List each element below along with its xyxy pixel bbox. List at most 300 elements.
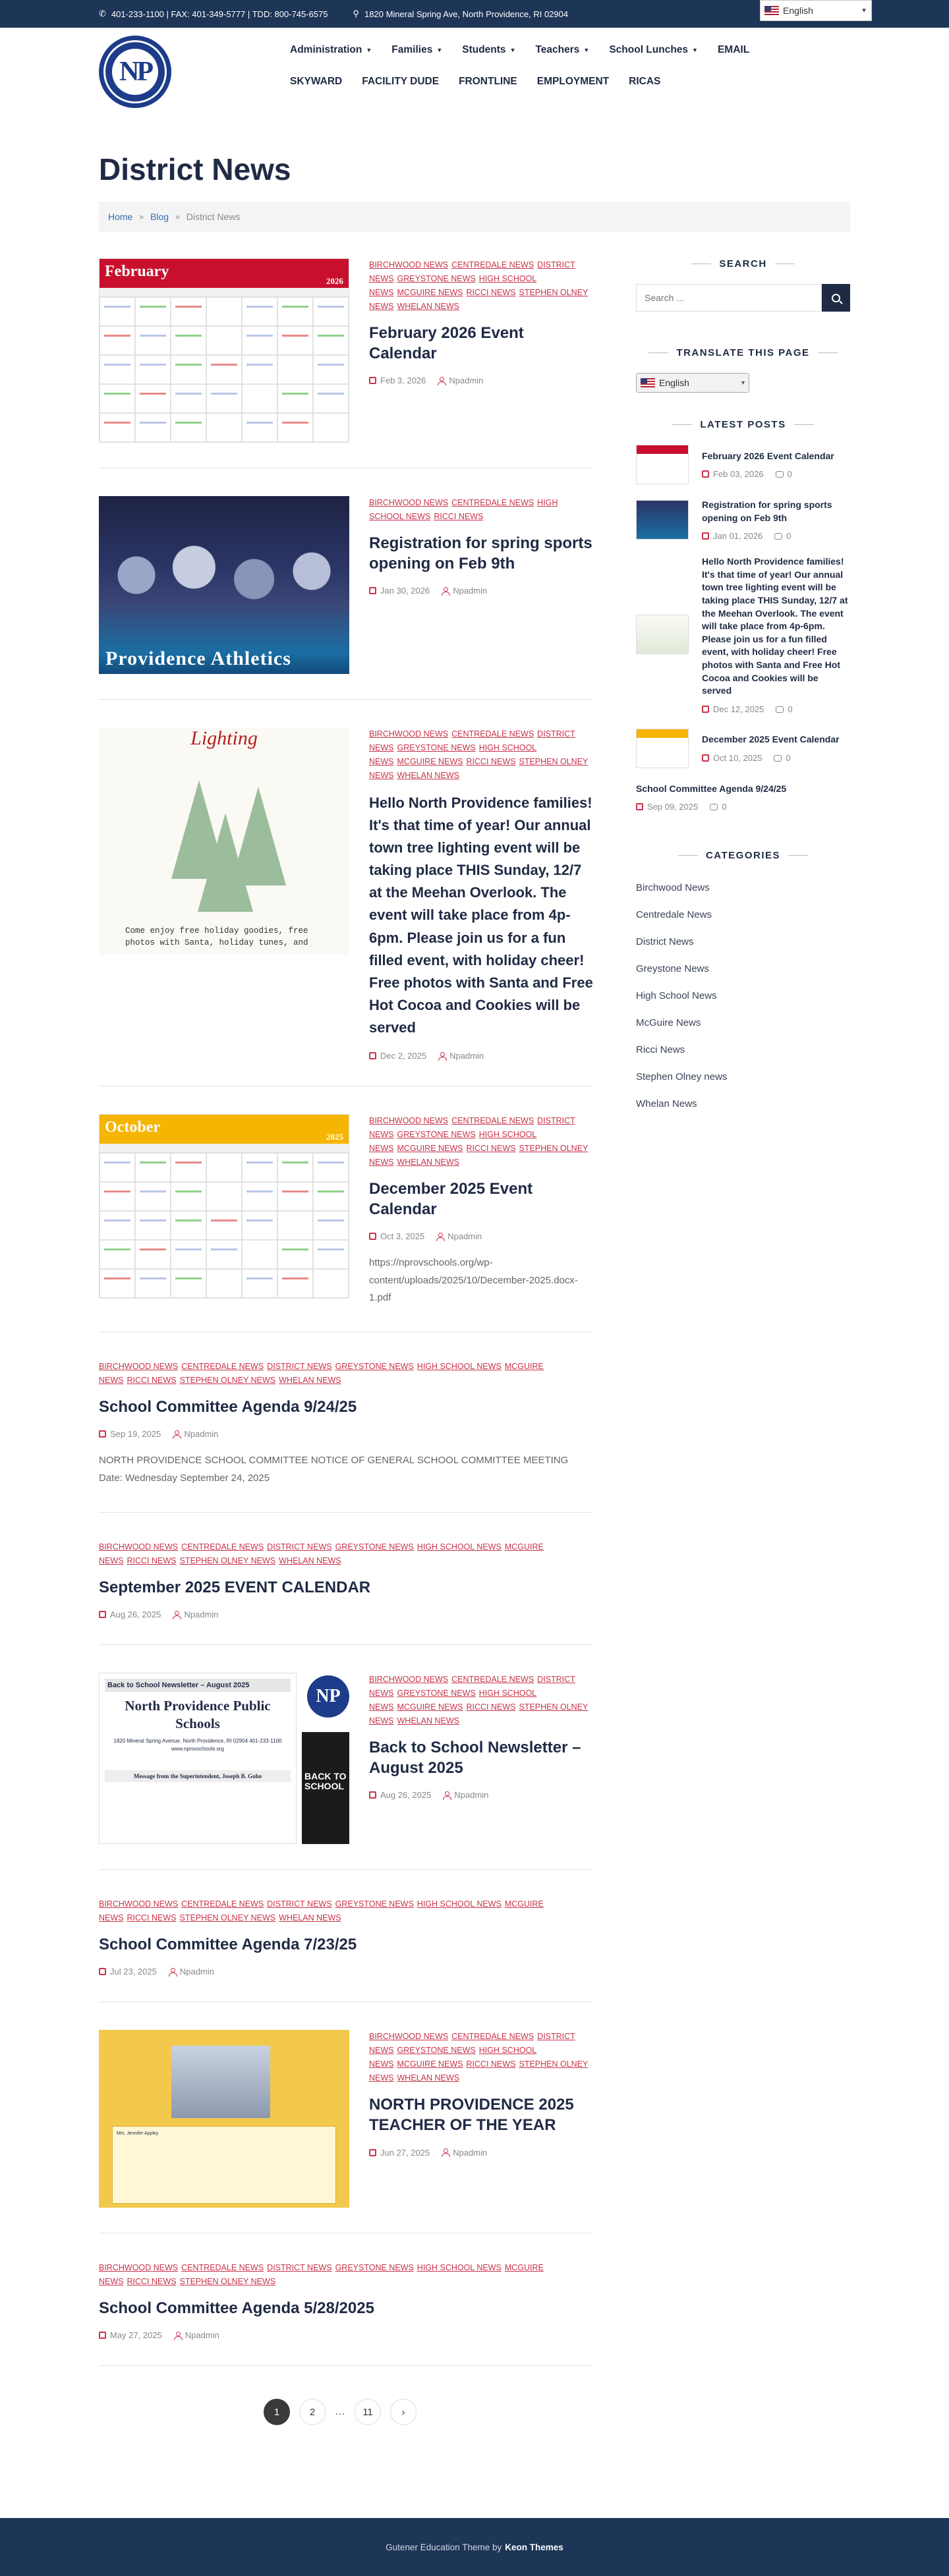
category-link[interactable]: HIGH SCHOOL NEWS [417, 1542, 502, 1552]
calendar-icon [636, 803, 643, 810]
latest-post-title[interactable]: School Committee Agenda 9/24/25 [636, 783, 787, 794]
tree-lighting-word: Lighting [190, 727, 258, 749]
post-date [99, 1610, 161, 1619]
latest-post-comments[interactable]: 0 [774, 753, 790, 763]
pagination-page[interactable]: 2 [299, 2399, 326, 2425]
category-link[interactable]: GREYSTONE NEWS [335, 1362, 414, 1372]
category-link[interactable]: WHELAN NEWS [279, 1376, 341, 1386]
teacher-name: Mrs. Jennifer Appley [117, 2131, 159, 2137]
calendar-day-cell [242, 1182, 277, 1211]
user-icon [443, 1791, 450, 1799]
category-link[interactable]: DISTRICT NEWS [267, 1899, 332, 1909]
category-link[interactable]: HIGH SCHOOL NEWS [417, 1362, 502, 1372]
calendar-day-cell [171, 1240, 206, 1269]
category-link[interactable]: CENTREDALE NEWS [451, 1116, 534, 1126]
post-author[interactable] [438, 376, 483, 385]
nav-item[interactable]: FACILITY DUDE [362, 76, 440, 87]
latest-post-info [702, 733, 840, 763]
category-link[interactable]: RICCI NEWS [434, 512, 484, 521]
category-link[interactable]: MCGUIRE NEWS [397, 1702, 463, 1712]
calendar-day-cell [277, 413, 313, 442]
post-body [369, 496, 593, 674]
calendar-grid [100, 1153, 349, 1298]
calendar-thumbnail[interactable] [99, 1114, 349, 1299]
teacher-card [112, 2126, 336, 2204]
latest-post-comments[interactable]: 0 [774, 531, 791, 541]
category-link[interactable]: GREYSTONE NEWS [397, 743, 476, 752]
post-meta [99, 1429, 593, 1439]
calendar-day-cell [171, 297, 206, 326]
post-meta [369, 586, 593, 596]
calendar-weekday-row [100, 1144, 349, 1153]
calendar-day-cell [206, 297, 242, 326]
calendar-day-cell [313, 1182, 349, 1211]
site-footer: Gutener Education Theme by Keon Themes [0, 2518, 949, 2576]
category-link[interactable]: MCGUIRE NEWS [99, 1542, 544, 1565]
calendar-day-cell [277, 326, 313, 355]
post-categories [99, 2261, 593, 2289]
latest-post-title[interactable]: December 2025 Event Calendar [702, 734, 840, 745]
post-title[interactable]: School Committee Agenda 7/23/25 [99, 1936, 357, 1954]
category-link[interactable]: CENTREDALE NEWS [451, 2032, 534, 2042]
category-item[interactable]: Whelan News [636, 1098, 697, 1110]
category-link[interactable]: CENTREDALE NEWS [181, 1899, 264, 1909]
calendar-day-cell [171, 1153, 206, 1182]
category-link[interactable]: MCGUIRE NEWS [99, 1362, 544, 1386]
post-title[interactable]: Registration for spring sports opening on Feb 9th [369, 534, 592, 573]
category-link[interactable]: GREYSTONE NEWS [335, 1899, 414, 1909]
nav-item[interactable] [290, 44, 372, 56]
post-title[interactable]: School Committee Agenda 5/28/2025 [99, 2299, 374, 2318]
post-card [99, 258, 593, 468]
category-item[interactable]: Ricci News [636, 1044, 685, 1056]
newsletter-image [99, 1673, 349, 1844]
category-link[interactable]: STEPHEN OLNEY NEWS [179, 2277, 276, 2287]
post-title[interactable]: February 2026 Event Calendar [369, 324, 524, 363]
post-meta [369, 1051, 593, 1061]
nav-item[interactable] [609, 44, 698, 56]
calendar-icon [702, 532, 709, 540]
comment-icon [776, 706, 784, 713]
category-link[interactable]: DISTRICT NEWS [369, 2032, 575, 2056]
district-logo[interactable]: NP [99, 36, 171, 108]
category-link[interactable]: RICCI NEWS [466, 288, 516, 297]
post-categories [99, 1360, 593, 1387]
category-link[interactable]: RICCI NEWS [466, 2059, 516, 2069]
category-link[interactable]: STEPHEN OLNEY NEWS [369, 757, 589, 780]
nav-item[interactable]: RICAS [629, 76, 661, 87]
latest-post-meta [702, 704, 850, 714]
post-date-text: Aug 26, 2025 [380, 1790, 432, 1801]
categories-list [636, 874, 850, 1117]
nav-item-label: School Lunches [609, 44, 689, 55]
post-categories [369, 1114, 593, 1169]
category-link[interactable]: BIRCHWOOD NEWS [369, 498, 449, 507]
category-link[interactable]: WHELAN NEWS [397, 2073, 459, 2083]
calendar-day-cell [100, 326, 135, 355]
latest-post-info [702, 499, 850, 541]
nav-row-primary [290, 34, 850, 66]
nav-item[interactable]: EMPLOYMENT [536, 76, 610, 87]
category-link[interactable]: DISTRICT NEWS [369, 1116, 575, 1140]
category-item[interactable]: District News [636, 936, 694, 948]
category-link[interactable]: CENTREDALE NEWS [181, 1362, 264, 1372]
post-card [99, 1897, 593, 2002]
post-excerpt: https://nprovschools.org/wp-content/uploads/2025/10/December-2025.docx-1.pdf [369, 1257, 578, 1303]
post-title[interactable]: NORTH PROVIDENCE 2025 TEACHER OF THE YEAR [369, 2096, 574, 2135]
post-author-text: Npadmin [453, 586, 488, 596]
double-chevron-icon: » [175, 212, 180, 221]
categories-title: CATEGORIES [636, 850, 850, 861]
category-link[interactable]: BIRCHWOOD NEWS [99, 2263, 179, 2273]
next-page-icon[interactable]: › [390, 2399, 417, 2425]
category-link[interactable]: STEPHEN OLNEY NEWS [369, 288, 589, 311]
calendar-day-cell [171, 1211, 206, 1240]
category-link[interactable]: MCGUIRE NEWS [99, 2263, 544, 2287]
post-author[interactable] [436, 1231, 482, 1241]
post-body [99, 1540, 593, 1619]
post-author[interactable] [438, 1051, 484, 1061]
category-link[interactable]: MCGUIRE NEWS [397, 757, 463, 766]
post-card [99, 1673, 593, 1870]
category-link[interactable]: DISTRICT NEWS [267, 2263, 332, 2273]
post-body [99, 2261, 593, 2340]
category-item[interactable]: Centredale News [636, 909, 712, 921]
category-link[interactable]: STEPHEN OLNEY NEWS [369, 1702, 589, 1726]
category-link[interactable]: WHELAN NEWS [279, 1555, 341, 1565]
nav-item-label: EMAIL [717, 44, 750, 55]
calendar-day-cell [277, 1211, 313, 1240]
post-author-text: Npadmin [184, 1429, 219, 1440]
user-icon [442, 587, 449, 595]
latest-post-info [702, 555, 850, 714]
nav-row-secondary [290, 66, 850, 98]
breadcrumb [99, 202, 850, 232]
post-thumbnail[interactable] [99, 1114, 349, 1306]
category-link[interactable]: HIGH SCHOOL NEWS [369, 1130, 537, 1154]
post-title[interactable]: School Committee Agenda 9/24/25 [99, 1398, 357, 1416]
category-link[interactable]: DISTRICT NEWS [369, 729, 575, 752]
calendar-day-cell [135, 413, 171, 442]
latest-post-date: Oct 10, 2025 [702, 753, 762, 763]
post-author[interactable] [174, 2330, 219, 2340]
category-link[interactable]: GREYSTONE NEWS [335, 2263, 414, 2273]
post-thumbnail[interactable] [99, 2030, 349, 2208]
teacher-image [99, 2030, 349, 2208]
category-link[interactable]: HIGH SCHOOL NEWS [369, 2046, 537, 2069]
comment-icon [774, 533, 782, 540]
post-date [369, 1051, 426, 1061]
category-item[interactable]: High School News [636, 990, 717, 1002]
latest-post-title[interactable]: Registration for spring sports opening on Feb 9th [702, 499, 832, 523]
content-area [99, 258, 850, 2425]
user-icon [442, 2148, 449, 2156]
category-item[interactable]: Birchwood News [636, 882, 710, 894]
category-link[interactable]: HIGH SCHOOL NEWS [369, 1689, 537, 1712]
calendar-day-cell [277, 355, 313, 384]
category-link[interactable]: DISTRICT NEWS [369, 260, 575, 283]
calendar-day-cell [277, 384, 313, 413]
category-link[interactable]: MCGUIRE NEWS [397, 2059, 463, 2069]
us-flag-icon [764, 6, 779, 15]
calendar-month: February [105, 263, 169, 280]
category-link[interactable]: GREYSTONE NEWS [397, 1130, 476, 1140]
calendar-day-cell [135, 355, 171, 384]
post-thumbnail[interactable] [99, 258, 349, 443]
category-link[interactable]: WHELAN NEWS [397, 1158, 459, 1167]
main-nav [290, 34, 850, 98]
latest-post-item[interactable] [636, 555, 850, 714]
post-author[interactable] [442, 2148, 487, 2158]
post-thumbnail[interactable] [99, 727, 349, 1061]
post-card [99, 1360, 593, 1513]
post-body [369, 727, 593, 1061]
calendar-day-cell [277, 1153, 313, 1182]
category-link[interactable]: BIRCHWOOD NEWS [99, 1362, 179, 1372]
category-link[interactable]: BIRCHWOOD NEWS [369, 1116, 449, 1126]
post-meta [369, 1231, 593, 1241]
calendar-day-cell [171, 384, 206, 413]
nav-item[interactable]: FRONTLINE [459, 76, 517, 87]
newsletter-school: North Providence Public Schools [125, 1698, 271, 1732]
latest-post-comments[interactable]: 0 [776, 704, 792, 714]
post-date [369, 376, 426, 385]
category-link[interactable]: BIRCHWOOD NEWS [99, 1542, 179, 1552]
latest-post-item[interactable] [636, 499, 850, 541]
category-link[interactable]: CENTREDALE NEWS [451, 729, 534, 739]
nav-item[interactable] [718, 44, 749, 56]
latest-post-thumbnail[interactable] [636, 615, 689, 654]
latest-post-comments[interactable]: 0 [776, 469, 792, 479]
calendar-icon [369, 1791, 376, 1799]
calendar-day-cell [277, 1240, 313, 1269]
category-link[interactable]: CENTREDALE NEWS [181, 2263, 264, 2273]
category-link[interactable]: RICCI NEWS [127, 1913, 177, 1923]
post-date-text: Jun 27, 2025 [380, 2147, 430, 2158]
calendar-day-cell [100, 413, 135, 442]
category-link[interactable]: GREYSTONE NEWS [397, 2046, 476, 2056]
latest-post-item[interactable] [636, 783, 850, 812]
category-link[interactable]: WHELAN NEWS [397, 1716, 459, 1726]
latest-post-item[interactable] [636, 445, 850, 484]
sidebar [636, 258, 850, 2425]
post-title[interactable]: December 2025 Event Calendar [369, 1180, 533, 1219]
category-link[interactable]: HIGH SCHOOL NEWS [369, 274, 537, 297]
caret-down-icon: ▼ [509, 47, 516, 53]
calendar-day-cell [135, 384, 171, 413]
pagination [264, 2399, 593, 2425]
category-link[interactable]: HIGH SCHOOL NEWS [417, 1899, 502, 1909]
calendar-day-cell [313, 1240, 349, 1269]
user-icon [169, 1968, 176, 1976]
language-select[interactable]: English ▼ [760, 0, 872, 21]
category-link[interactable]: DISTRICT NEWS [267, 1362, 332, 1372]
category-link[interactable]: HIGH SCHOOL NEWS [369, 743, 537, 766]
search-form [636, 284, 850, 312]
calendar-day-cell [100, 355, 135, 384]
breadcrumb-home[interactable]: Home [108, 211, 133, 222]
category-link[interactable]: RICCI NEWS [127, 1376, 177, 1386]
latest-post-title[interactable]: Hello North Providence families! It's that time of year! Our annual town tree lighting event will be taking place THIS Sunday, 12/7 at the Meehan Overlook. The event will take place from 4p-6pm. Please join us for a fun filled event, with holiday cheer! Free photos with Santa and Free Hot Cocoa and Cookies will be served [702, 556, 848, 696]
pagination-page[interactable]: 11 [355, 2399, 381, 2425]
newsletter-address: 1820 Mineral Spring Avenue, North Providence, RI 02904 401-233-1100 www.nprovschools.org [113, 1737, 282, 1752]
category-link[interactable]: RICCI NEWS [127, 1555, 177, 1565]
sports-image [99, 496, 349, 674]
nav-item[interactable] [535, 44, 589, 56]
latest-post-thumbnail[interactable] [636, 500, 689, 540]
category-link[interactable]: HIGH SCHOOL NEWS [417, 2263, 502, 2273]
nav-item[interactable] [391, 44, 442, 56]
post-author[interactable] [173, 1610, 218, 1619]
category-item[interactable]: McGuire News [636, 1017, 701, 1029]
category-link[interactable]: DISTRICT NEWS [369, 1675, 575, 1698]
post-title[interactable]: Back to School Newsletter – August 2025 [369, 1739, 581, 1778]
post-title[interactable]: September 2025 EVENT CALENDAR [99, 1578, 371, 1596]
category-link[interactable]: WHELAN NEWS [397, 302, 459, 311]
category-link[interactable]: RICCI NEWS [466, 757, 516, 766]
footer-brand-link[interactable]: Keon Themes [505, 2542, 563, 2552]
calendar-day-cell [313, 413, 349, 442]
category-link[interactable]: BIRCHWOOD NEWS [369, 1675, 449, 1685]
calendar-day-cell [206, 1153, 242, 1182]
newsletter-heading: Back to School Newsletter – August 2025 [105, 1679, 291, 1692]
latest-post-meta [702, 753, 840, 763]
calendar-day-cell [313, 355, 349, 384]
latest-post-thumbnail[interactable] [636, 729, 689, 768]
category-link[interactable]: MCGUIRE NEWS [397, 288, 463, 297]
latest-post-comments[interactable]: 0 [710, 802, 726, 812]
user-icon [438, 1052, 446, 1060]
post-title[interactable]: Hello North Providence families! It's that time of year! Our annual town tree lighting event will be taking place THIS Sunday, 12/7 at the Meehan Overlook. The event will take place from 4p-6pm. Please join us for a fun filled event, with holiday cheer! Free photos with Santa and Free Hot Cocoa and Cookies will be served [369, 795, 593, 1036]
nav-item-label: Students [462, 44, 506, 55]
category-link[interactable]: GREYSTONE NEWS [397, 274, 476, 283]
category-link[interactable]: RICCI NEWS [466, 1702, 516, 1712]
nav-item[interactable] [462, 44, 515, 56]
post-thumbnail[interactable] [99, 496, 349, 674]
newsletter-page [99, 1673, 297, 1844]
latest-post-title[interactable]: February 2026 Event Calendar [702, 450, 834, 461]
post-date [369, 2148, 430, 2158]
calendar-day-cell [100, 1269, 135, 1298]
category-link[interactable]: WHELAN NEWS [279, 1913, 341, 1923]
category-link[interactable]: BIRCHWOOD NEWS [369, 729, 449, 739]
post-author-text: Npadmin [449, 376, 484, 386]
category-link[interactable]: MCGUIRE NEWS [99, 1899, 544, 1923]
calendar-icon [702, 470, 709, 478]
latest-post-item[interactable] [636, 729, 850, 768]
post-date-text: Dec 2, 2025 [380, 1051, 427, 1061]
helmets-graphic [99, 536, 349, 615]
pagination-ellipsis: … [335, 2406, 345, 2418]
search-button[interactable] [822, 284, 850, 312]
category-link[interactable]: STEPHEN OLNEY NEWS [369, 2059, 589, 2083]
category-link[interactable]: STEPHEN OLNEY NEWS [369, 1144, 589, 1167]
calendar-day-cell [171, 355, 206, 384]
chevron-down-icon: ▾ [741, 379, 745, 387]
post-card [99, 2030, 593, 2233]
calendar-day-cell [242, 326, 277, 355]
post-author[interactable] [169, 1967, 214, 1976]
post-date [99, 1429, 161, 1439]
category-item[interactable]: Stephen Olney news [636, 1071, 728, 1083]
category-link[interactable]: CENTREDALE NEWS [181, 1542, 264, 1552]
category-link[interactable]: GREYSTONE NEWS [335, 1542, 414, 1552]
latest-post-meta [636, 802, 786, 812]
calendar-icon [369, 1233, 376, 1240]
translate-select[interactable]: English ▾ [636, 373, 749, 393]
tree-lighting-image [99, 727, 349, 955]
category-link[interactable]: HIGH SCHOOL NEWS [369, 498, 558, 521]
post-author-text: Npadmin [179, 1967, 214, 1977]
category-link[interactable]: WHELAN NEWS [397, 771, 459, 780]
category-link[interactable]: BIRCHWOOD NEWS [99, 1899, 179, 1909]
calendar-header [100, 259, 349, 288]
post-thumbnail[interactable] [99, 1673, 349, 1844]
calendar-day-cell [242, 1240, 277, 1269]
post-author[interactable] [443, 1790, 488, 1800]
latest-posts-list [636, 445, 850, 812]
calendar-icon [369, 587, 376, 594]
calendar-icon [99, 1430, 106, 1438]
category-link[interactable]: CENTREDALE NEWS [451, 260, 534, 269]
category-link[interactable]: MCGUIRE NEWS [397, 1144, 463, 1154]
calendar-grid [100, 297, 349, 442]
post-author[interactable] [442, 586, 487, 596]
calendar-day-cell [100, 1211, 135, 1240]
calendar-day-cell [100, 1240, 135, 1269]
calendar-day-cell [206, 1240, 242, 1269]
category-link[interactable]: BIRCHWOOD NEWS [369, 260, 449, 269]
category-item[interactable]: Greystone News [636, 963, 709, 975]
post-excerpt: NORTH PROVIDENCE SCHOOL COMMITTEE NOTICE OF GENERAL SCHOOL COMMITTEE MEETING Date: Wednesday September 24, 2025 [99, 1455, 569, 1484]
nav-item[interactable]: SKYWARD [290, 76, 343, 87]
caret-down-icon: ▼ [366, 47, 372, 53]
calendar-year: 2025 [326, 1132, 343, 1142]
category-link[interactable]: BIRCHWOOD NEWS [369, 2032, 449, 2042]
category-link[interactable]: GREYSTONE NEWS [397, 1689, 476, 1698]
calendar-day-cell [100, 1182, 135, 1211]
category-link[interactable]: RICCI NEWS [466, 1144, 516, 1154]
category-link[interactable]: CENTREDALE NEWS [451, 498, 534, 507]
chevron-down-icon: ▼ [861, 7, 867, 14]
tree-lighting-text: Come enjoy free holiday goodies, free photos with Santa, holiday tunes, and [125, 926, 308, 948]
calendar-day-cell [206, 1182, 242, 1211]
calendar-day-cell [313, 1153, 349, 1182]
category-link[interactable]: CENTREDALE NEWS [451, 1675, 534, 1685]
calendar-day-cell [242, 413, 277, 442]
user-icon [173, 1430, 180, 1438]
post-body [369, 1673, 593, 1844]
pagination-page[interactable]: 1 [264, 2399, 290, 2425]
post-body [369, 1114, 593, 1306]
post-date-text: Jul 23, 2025 [110, 1967, 157, 1977]
category-link[interactable]: STEPHEN OLNEY NEWS [179, 1376, 276, 1386]
post-date [369, 1790, 431, 1800]
category-link[interactable]: STEPHEN OLNEY NEWS [179, 1555, 276, 1565]
category-link[interactable]: DISTRICT NEWS [267, 1542, 332, 1552]
breadcrumb-blog[interactable]: Blog [150, 211, 169, 222]
search-input[interactable] [636, 284, 822, 312]
comment-icon [776, 471, 784, 478]
category-link[interactable]: STEPHEN OLNEY NEWS [179, 1913, 276, 1923]
calendar-thumbnail[interactable] [99, 258, 349, 443]
nav-item-label: Administration [290, 44, 362, 55]
post-author[interactable] [173, 1429, 218, 1439]
calendar-day-cell [206, 413, 242, 442]
category-link[interactable]: RICCI NEWS [127, 2277, 177, 2287]
post-date [369, 586, 430, 596]
latest-post-thumbnail[interactable] [636, 445, 689, 484]
